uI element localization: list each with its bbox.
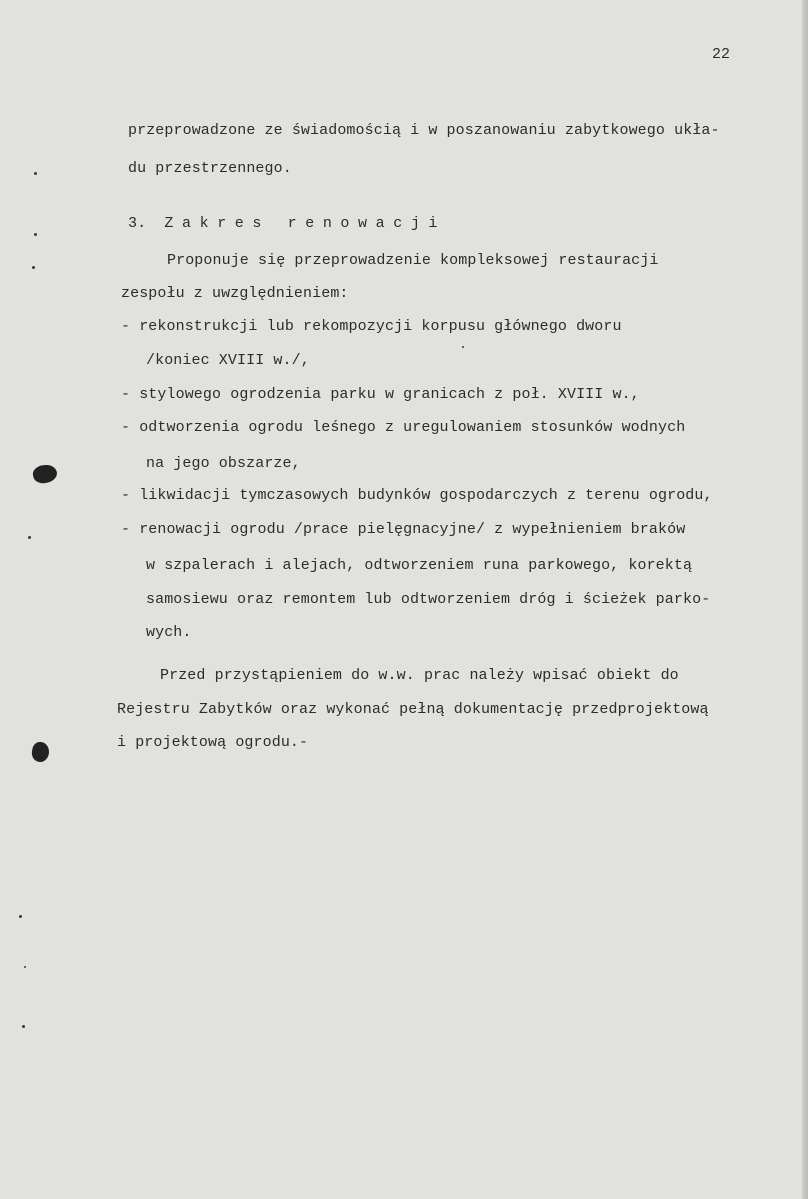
margin-speck (22, 1025, 25, 1028)
margin-speck (24, 966, 26, 968)
punch-hole-mark (30, 741, 50, 764)
text-line: du przestrzennego. (128, 160, 292, 177)
text-line: i projektową ogrodu.- (117, 734, 309, 751)
margin-speck (28, 536, 31, 539)
text-line: przeprowadzone ze świadomością i w poszanowaniu zabytkowego ukła- (128, 122, 720, 139)
text-line: Proponuje się przeprowadzenie kompleksowej restauracji (167, 252, 659, 269)
text-line: Rejestru Zabytków oraz wykonać pełną dokumentację przedprojektową (117, 701, 709, 718)
margin-speck (462, 346, 464, 348)
page-edge (802, 0, 808, 1199)
list-item: - odtworzenia ogrodu leśnego z uregulowaniem stosunków wodnych (121, 419, 686, 436)
margin-speck (34, 233, 37, 236)
margin-speck (34, 172, 37, 175)
margin-speck (19, 915, 22, 918)
text-line: Przed przystąpieniem do w.w. prac należy wpisać obiekt do (160, 667, 679, 684)
text-line: /koniec XVIII w./, (146, 352, 310, 369)
text-line: na jego obszarze, (146, 455, 301, 472)
text-line: zespołu z uwzględnieniem: (121, 285, 349, 302)
list-item: - renowacji ogrodu /prace pielęgnacyjne/ z wypełnieniem braków (121, 521, 686, 538)
section-heading-number: 3. (128, 215, 147, 232)
list-item: - stylowego ogrodzenia parku w granicach z poł. XVIII w., (121, 386, 640, 403)
punch-hole-mark (31, 463, 58, 486)
list-item: - likwidacji tymczasowych budynków gospodarczych z terenu ogrodu, (121, 487, 713, 504)
page-number: 22 (712, 46, 731, 63)
section-heading-title: Zakres renowacji (164, 215, 447, 232)
margin-speck (32, 266, 35, 269)
section-heading (128, 215, 446, 233)
text-line: wych. (146, 624, 192, 641)
list-item: - rekonstrukcji lub rekompozycji korpusu głównego dworu (121, 318, 622, 335)
text-line: w szpalerach i alejach, odtworzeniem runa parkowego, korektą (146, 557, 693, 574)
text-line: samosiewu oraz remontem lub odtworzeniem dróg i ścieżek parko- (146, 591, 711, 608)
